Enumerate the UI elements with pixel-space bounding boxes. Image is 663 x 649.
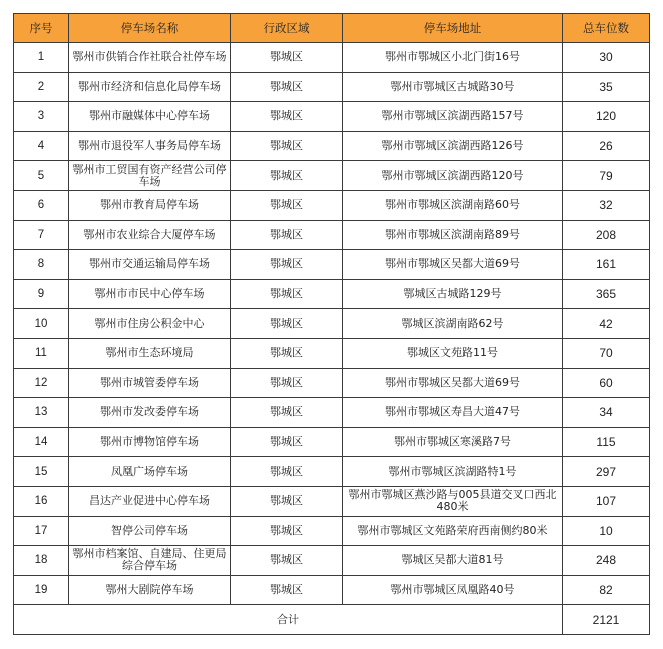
cell-spaces: 297 [563, 457, 650, 487]
cell-spaces: 120 [563, 102, 650, 132]
cell-address: 鄂州市鄂城区吴都大道69号 [343, 250, 563, 280]
cell-name: 鄂州市融媒体中心停车场 [69, 102, 231, 132]
cell-spaces: 208 [563, 220, 650, 250]
cell-district: 鄂城区 [231, 72, 343, 102]
cell-index: 12 [14, 368, 69, 398]
header-address: 停车场地址 [343, 14, 563, 43]
table-row [14, 72, 650, 102]
cell-name: 鄂州市博物馆停车场 [69, 427, 231, 457]
table-row [14, 309, 650, 339]
cell-name: 鄂州市供销合作社联合社停车场 [69, 43, 231, 73]
cell-name: 昌达产业促进中心停车场 [69, 486, 231, 516]
cell-name: 智停公司停车场 [69, 516, 231, 546]
cell-address: 鄂州市鄂城区滨湖南路89号 [343, 220, 563, 250]
table-row [14, 279, 650, 309]
cell-district: 鄂城区 [231, 516, 343, 546]
cell-address: 鄂州市鄂城区文苑路荣府西南侧约80米 [343, 516, 563, 546]
cell-spaces: 70 [563, 338, 650, 368]
total-row [14, 605, 650, 635]
cell-district: 鄂城区 [231, 486, 343, 516]
cell-district: 鄂城区 [231, 427, 343, 457]
cell-index: 1 [14, 43, 69, 73]
cell-name: 鄂州市生态环境局 [69, 338, 231, 368]
cell-index: 10 [14, 309, 69, 339]
cell-address: 鄂州市鄂城区燕沙路与005县道交叉口西北480米 [343, 486, 563, 516]
cell-name: 鄂州市城管委停车场 [69, 368, 231, 398]
table-row [14, 575, 650, 605]
table-row [14, 427, 650, 457]
cell-address: 鄂州市鄂城区寒溪路7号 [343, 427, 563, 457]
cell-spaces: 82 [563, 575, 650, 605]
cell-spaces: 79 [563, 161, 650, 191]
cell-district: 鄂城区 [231, 546, 343, 576]
cell-district: 鄂城区 [231, 368, 343, 398]
cell-address: 鄂州市鄂城区滨湖西路126号 [343, 131, 563, 161]
table-row [14, 250, 650, 280]
cell-name: 鄂州市交通运输局停车场 [69, 250, 231, 280]
cell-spaces: 365 [563, 279, 650, 309]
cell-district: 鄂城区 [231, 43, 343, 73]
cell-address: 鄂州市鄂城区滨湖南路60号 [343, 190, 563, 220]
cell-index: 11 [14, 338, 69, 368]
cell-index: 14 [14, 427, 69, 457]
cell-district: 鄂城区 [231, 338, 343, 368]
cell-spaces: 35 [563, 72, 650, 102]
cell-index: 19 [14, 575, 69, 605]
cell-name: 凤凰广场停车场 [69, 457, 231, 487]
cell-name: 鄂州大剧院停车场 [69, 575, 231, 605]
table-row [14, 43, 650, 73]
cell-district: 鄂城区 [231, 220, 343, 250]
cell-address: 鄂城区吴都大道81号 [343, 546, 563, 576]
cell-spaces: 30 [563, 43, 650, 73]
cell-spaces: 248 [563, 546, 650, 576]
parking-lot-table [13, 13, 650, 635]
cell-district: 鄂城区 [231, 398, 343, 428]
cell-index: 3 [14, 102, 69, 132]
table-row [14, 398, 650, 428]
cell-district: 鄂城区 [231, 309, 343, 339]
cell-address: 鄂城区文苑路11号 [343, 338, 563, 368]
cell-index: 8 [14, 250, 69, 280]
cell-address: 鄂州市鄂城区滨湖路特1号 [343, 457, 563, 487]
cell-name: 鄂州市市民中心停车场 [69, 279, 231, 309]
cell-address: 鄂州市鄂城区古城路30号 [343, 72, 563, 102]
table-row [14, 546, 650, 576]
table-row [14, 190, 650, 220]
cell-index: 16 [14, 486, 69, 516]
cell-index: 4 [14, 131, 69, 161]
cell-index: 17 [14, 516, 69, 546]
cell-name: 鄂州市教育局停车场 [69, 190, 231, 220]
cell-district: 鄂城区 [231, 161, 343, 191]
table-body [14, 43, 650, 605]
cell-district: 鄂城区 [231, 575, 343, 605]
cell-name: 鄂州市住房公积金中心 [69, 309, 231, 339]
cell-address: 鄂州市鄂城区滨湖西路120号 [343, 161, 563, 191]
table-row [14, 338, 650, 368]
cell-index: 7 [14, 220, 69, 250]
header-spaces: 总车位数 [563, 14, 650, 43]
table-row [14, 161, 650, 191]
cell-name: 鄂州市退役军人事务局停车场 [69, 131, 231, 161]
cell-spaces: 10 [563, 516, 650, 546]
header-district: 行政区域 [231, 14, 343, 43]
cell-address: 鄂城区古城路129号 [343, 279, 563, 309]
table-row [14, 457, 650, 487]
cell-spaces: 32 [563, 190, 650, 220]
cell-index: 13 [14, 398, 69, 428]
cell-name: 鄂州市经济和信息化局停车场 [69, 72, 231, 102]
cell-district: 鄂城区 [231, 131, 343, 161]
table-row [14, 368, 650, 398]
cell-name: 鄂州市农业综合大厦停车场 [69, 220, 231, 250]
cell-index: 6 [14, 190, 69, 220]
parking-table-container [13, 13, 650, 635]
cell-spaces: 42 [563, 309, 650, 339]
cell-address: 鄂州市鄂城区凤凰路40号 [343, 575, 563, 605]
cell-district: 鄂城区 [231, 279, 343, 309]
cell-spaces: 107 [563, 486, 650, 516]
cell-spaces: 60 [563, 368, 650, 398]
cell-spaces: 115 [563, 427, 650, 457]
table-row [14, 486, 650, 516]
table-row [14, 220, 650, 250]
cell-name: 鄂州市档案馆、自建局、住更局综合停车场 [69, 546, 231, 576]
cell-district: 鄂城区 [231, 190, 343, 220]
header-index: 序号 [14, 14, 69, 43]
total-value: 2121 [563, 605, 650, 635]
table-row [14, 102, 650, 132]
cell-spaces: 26 [563, 131, 650, 161]
cell-index: 18 [14, 546, 69, 576]
cell-address: 鄂州市鄂城区吴都大道69号 [343, 368, 563, 398]
cell-district: 鄂城区 [231, 250, 343, 280]
header-name: 停车场名称 [69, 14, 231, 43]
table-row [14, 516, 650, 546]
table-header-row [14, 14, 650, 43]
cell-address: 鄂城区滨湖南路62号 [343, 309, 563, 339]
cell-address: 鄂州市鄂城区小北门街16号 [343, 43, 563, 73]
cell-district: 鄂城区 [231, 102, 343, 132]
cell-index: 5 [14, 161, 69, 191]
cell-index: 2 [14, 72, 69, 102]
cell-spaces: 161 [563, 250, 650, 280]
cell-spaces: 34 [563, 398, 650, 428]
cell-district: 鄂城区 [231, 457, 343, 487]
total-label: 合计 [14, 605, 563, 635]
cell-index: 9 [14, 279, 69, 309]
cell-index: 15 [14, 457, 69, 487]
cell-name: 鄂州市发改委停车场 [69, 398, 231, 428]
table-row [14, 131, 650, 161]
cell-address: 鄂州市鄂城区寿昌大道47号 [343, 398, 563, 428]
cell-address: 鄂州市鄂城区滨湖西路157号 [343, 102, 563, 132]
cell-name: 鄂州市工贸国有资产经营公司停车场 [69, 161, 231, 191]
